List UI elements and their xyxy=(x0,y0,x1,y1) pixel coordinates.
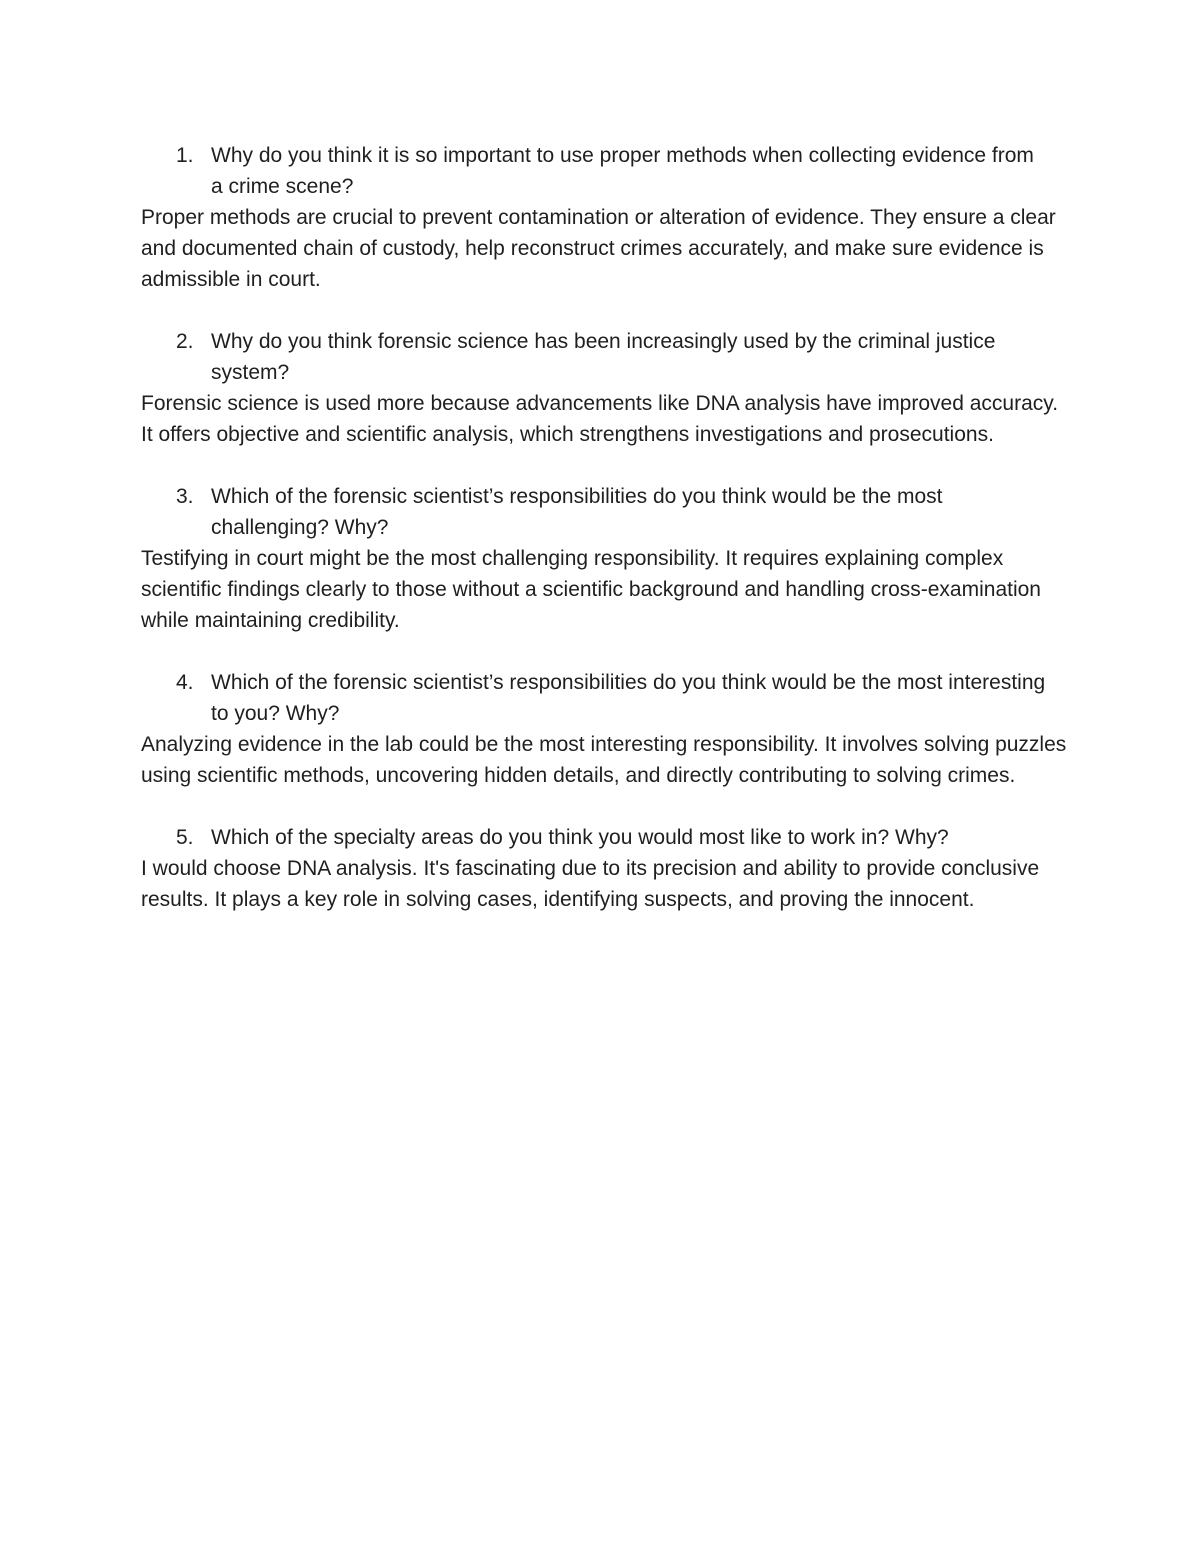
question-row xyxy=(141,822,1071,853)
answer-text: I would choose DNA analysis. It's fascinating due to its precision and ability to provide conclusive results. It plays a key role in solving cases, identifying suspects, and proving the innocent. xyxy=(141,857,1040,911)
question-row xyxy=(141,481,1071,543)
answer-text: Forensic science is used more because advancements like DNA analysis have improved accuracy. It offers objective and scientific analysis, which strengthens investigations and prosecutions. xyxy=(141,392,1059,446)
qa-item-5 xyxy=(141,822,1071,915)
qa-item-3 xyxy=(141,481,1071,636)
question-number: 5. xyxy=(176,826,194,849)
answer-text: Analyzing evidence in the lab could be the most interesting responsibility. It involves solving puzzles using scientific methods, uncovering hidden details, and directly contributing to solving crimes. xyxy=(141,733,1067,787)
question-row xyxy=(141,326,1071,388)
question-text: Why do you think it is so important to use proper methods when collecting evidence from a crime scene? xyxy=(211,144,1034,198)
question-text: Which of the forensic scientist’s responsibilities do you think would be the most challenging? Why? xyxy=(211,485,943,539)
qa-item-2 xyxy=(141,326,1071,450)
qa-item-4 xyxy=(141,667,1071,791)
qa-item-1 xyxy=(141,140,1071,295)
question-number: 3. xyxy=(176,485,194,508)
question-text: Which of the forensic scientist’s responsibilities do you think would be the most interesting to you? Why? xyxy=(211,671,1046,725)
question-number: 2. xyxy=(176,330,194,353)
question-text: Why do you think forensic science has been increasingly used by the criminal justice system? xyxy=(211,330,996,384)
question-row xyxy=(141,140,1071,202)
question-number: 4. xyxy=(176,671,194,694)
answer-text: Testifying in court might be the most challenging responsibility. It requires explaining complex scientific findings clearly to those without a scientific background and handling cross-examination while maintaining credibility. xyxy=(141,547,1041,632)
answer-text: Proper methods are crucial to prevent contamination or alteration of evidence. They ensure a clear and documented chain of custody, help reconstruct crimes accurately, and make sure evidence is admissible in court. xyxy=(141,206,1056,291)
question-number: 1. xyxy=(176,144,194,167)
document-body xyxy=(141,140,1071,946)
question-row xyxy=(141,667,1071,729)
question-text: Which of the specialty areas do you think you would most like to work in? Why? xyxy=(211,826,949,849)
